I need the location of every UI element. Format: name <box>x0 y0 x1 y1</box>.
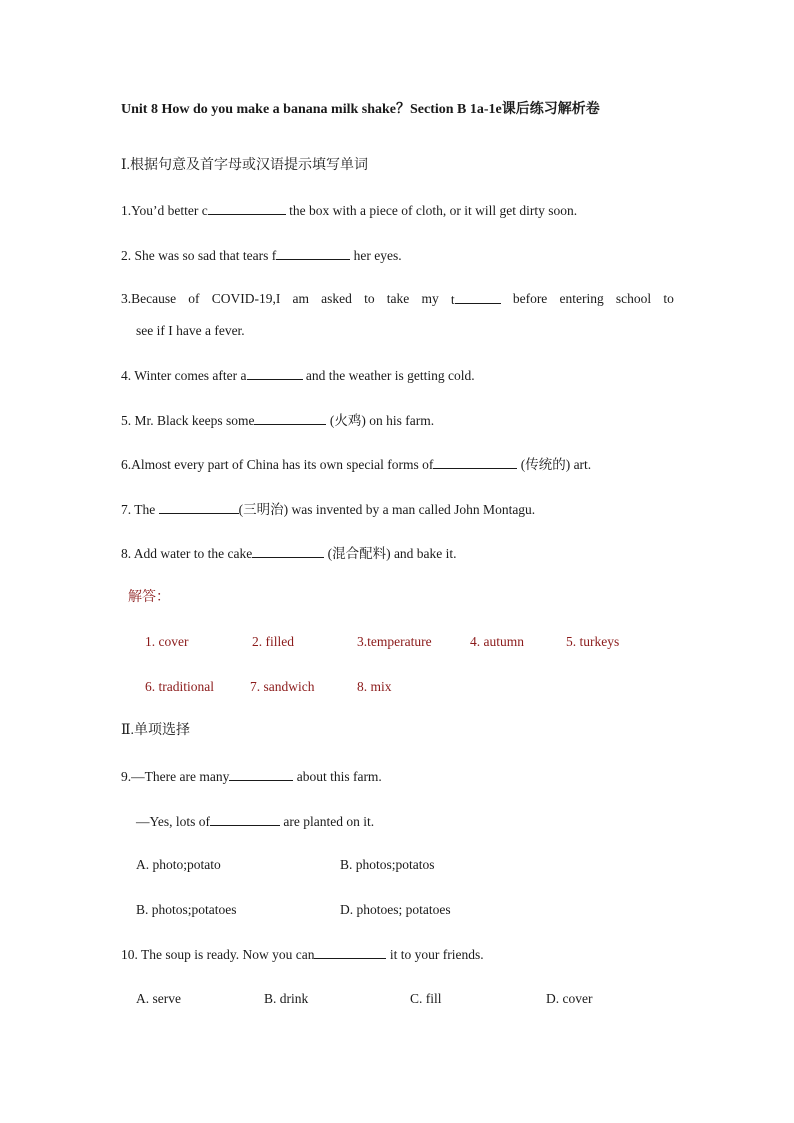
answer-blank[interactable] <box>159 500 239 514</box>
answer-blank[interactable] <box>247 366 303 380</box>
answer-item: 5. turkeys <box>566 634 620 649</box>
question-7-text-after: (三明治) was invented by a man called John Montagu. <box>238 502 536 517</box>
option-c[interactable]: C. fill <box>410 991 442 1006</box>
question-6-text-after: (传统的) art. <box>517 457 592 472</box>
answer-blank[interactable] <box>210 812 280 826</box>
option-d[interactable]: D. photoes; potatoes <box>340 902 451 917</box>
word: before <box>512 291 548 306</box>
word: am <box>292 291 309 306</box>
word: to <box>364 291 375 306</box>
option-d[interactable]: D. cover <box>546 991 593 1006</box>
question-5-text-before: 5. Mr. Black keeps some <box>121 413 255 428</box>
question-7 <box>121 500 535 519</box>
question-4 <box>121 366 475 385</box>
question-9-text-after: about this farm. <box>293 769 382 784</box>
answer-blank[interactable] <box>455 290 501 304</box>
answer-item: 2. filled <box>252 634 294 649</box>
option-b[interactable]: B. photos;potatos <box>340 857 435 872</box>
word: take <box>386 291 410 306</box>
option-a[interactable]: A. photo;potato <box>136 857 221 872</box>
section-1-heading: Ⅰ.根据句意及首字母或汉语提示填写单词 <box>121 158 369 173</box>
question-3-line-2: see if I have a fever. <box>136 323 245 338</box>
word: school <box>615 291 652 306</box>
question-9-text-before: 9.—There are many <box>121 769 230 784</box>
question-5-text-after: (火鸡) on his farm. <box>326 413 435 428</box>
question-8 <box>121 544 457 563</box>
option-c[interactable]: B. photos;potatoes <box>136 902 237 917</box>
answer-blank[interactable] <box>314 945 386 959</box>
question-1-text-after: the box with a piece of cloth, or it will get dirty soon. <box>285 203 578 218</box>
question-8-text-after: (混合配料) and bake it. <box>324 546 457 561</box>
question-6 <box>121 455 591 474</box>
answer-item: 1. cover <box>145 634 189 649</box>
word: COVID-19,I <box>211 291 281 306</box>
word: entering <box>559 291 604 306</box>
question-8-text-before: 8. Add water to the cake <box>121 546 253 561</box>
answer-blank[interactable] <box>254 411 326 425</box>
answer-label: 解答： <box>128 590 170 605</box>
question-2-text-before: 2. She was so sad that tears f <box>121 248 277 263</box>
question-6-text-before: 6.Almost every part of China has its own special forms of <box>121 457 434 472</box>
question-2 <box>121 246 402 265</box>
blank-prefix: t <box>450 292 455 307</box>
answer-blank[interactable] <box>208 201 286 215</box>
answer-item: 8. mix <box>357 679 392 694</box>
answer-blank[interactable] <box>229 767 293 781</box>
question-5 <box>121 411 434 430</box>
option-a[interactable]: A. serve <box>136 991 181 1006</box>
question-10 <box>121 945 484 964</box>
blank-with-prefix <box>451 290 501 309</box>
question-9-reply-after: are planted on it. <box>280 814 375 829</box>
question-1-text-before: 1.You’d better c <box>121 203 208 218</box>
question-4-text-after: and the weather is getting cold. <box>302 368 475 383</box>
word: to <box>663 291 674 306</box>
question-9-line-2 <box>136 812 374 831</box>
answer-blank[interactable] <box>433 455 517 469</box>
word: my <box>421 291 439 306</box>
answer-blank[interactable] <box>252 544 324 558</box>
word: asked <box>321 291 352 306</box>
word: 3.Because <box>121 291 177 306</box>
section-2-heading: Ⅱ.单项选择 <box>121 723 191 738</box>
word: of <box>188 291 200 306</box>
answer-item: 6. traditional <box>145 679 214 694</box>
question-9-line-1 <box>121 767 382 786</box>
answer-item: 4. autumn <box>470 634 524 649</box>
question-9-reply-before: —Yes, lots of <box>136 814 211 829</box>
answer-blank[interactable] <box>276 246 350 260</box>
question-1 <box>121 201 577 220</box>
option-b[interactable]: B. drink <box>264 991 309 1006</box>
answer-item: 7. sandwich <box>250 679 315 694</box>
question-10-text-before: 10. The soup is ready. Now you can <box>121 947 315 962</box>
page-title: Unit 8 How do you make a banana milk shake？Section B 1a-1e课后练习解析卷 <box>121 102 600 117</box>
question-10-text-after: it to your friends. <box>386 947 484 962</box>
question-4-text-before: 4. Winter comes after a <box>121 368 247 383</box>
question-3-line-1 <box>121 290 674 309</box>
answer-item: 3.temperature <box>357 634 432 649</box>
question-7-text-before: 7. The <box>121 502 159 517</box>
question-2-text-after: her eyes. <box>350 248 402 263</box>
